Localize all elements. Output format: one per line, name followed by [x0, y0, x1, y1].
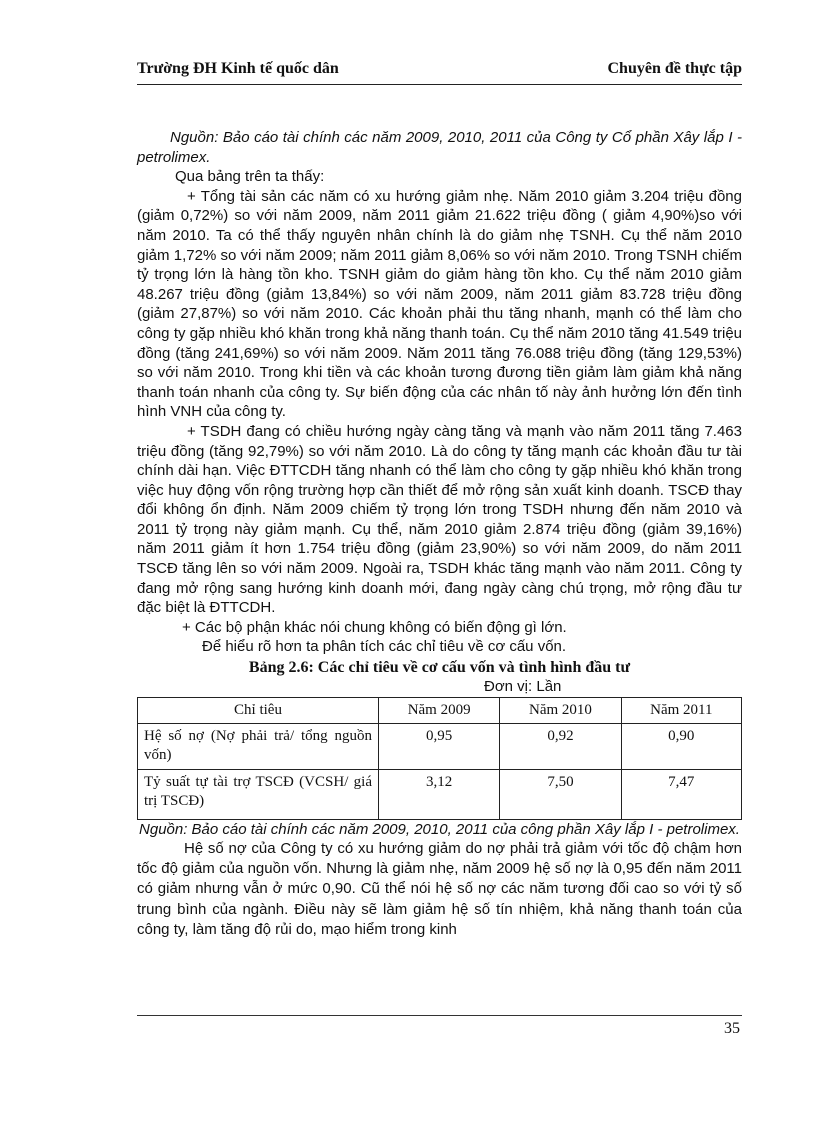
header-school-name: Trường ĐH Kinh tế quốc dân: [137, 60, 339, 77]
table-cell-value: 0,90: [621, 723, 741, 769]
table-row: [138, 723, 742, 769]
footer-divider: [137, 1015, 742, 1016]
paragraph-long-term-assets: + TSDH đang có chiều hướng ngày càng tăng và mạnh vào năm 2011 tăng 7.463 triệu đồng (tăng 92,79%) so với năm 2010. Là do công ty tăng mạnh các khoản đầu tư tài chính dài hạn. Việc ĐTTCDH tăng nhanh có thể làm cho công ty gặp nhiều khó khăn trong việc huy động vốn rộng trường hợp cần thiết để mở rộng sản xuất kinh doanh. TSCĐ thay đổi không ổn định. Năm 2009 chiếm tỷ trọng lớn trong TSDH nhưng đến năm 2010 và 2011 tỷ trọng này giảm mạnh. Cụ thể, năm 2010 giảm 2.874 triệu đồng (giảm 39,16%) năm 2011 giảm ít hơn 1.754 triệu đồng (giảm 23,90%) so với năm 2009, do năm 2011 TSCĐ tăng lên so với năm 2009. Ngoài ra, TSDH khác tăng mạnh vào năm 2011. Công ty đang mở rộng sang hướng kinh doanh mới, đang ngày càng chú trọng, mở rộng đầu tư đặc biệt là ĐTTCDH.: [137, 422, 742, 617]
table-cell-value: 3,12: [379, 769, 500, 819]
table-header-cell: Năm 2010: [500, 697, 621, 723]
table-cell-value: 7,47: [621, 769, 741, 819]
table-cell-indicator: Tỷ suất tự tài trợ TSCĐ (VCSH/ giá trị TSCĐ): [138, 769, 379, 819]
table-caption: Bảng 2.6: Các chỉ tiêu về cơ cấu vốn và tình hình đầu tư: [248, 659, 631, 677]
table-header-cell: Năm 2009: [379, 697, 500, 723]
paragraph-debt-ratio: Hệ số nợ của Công ty có xu hướng giảm do nợ phải trả giảm với tốc độ chậm hơn tốc độ giảm của nguồn vốn. Nhưng là giảm nhẹ, năm 2009 hệ số nợ là 0,95 đến năm 2011 có giảm nhưng vẫn ở mức 0,90. Cũ thể nói hệ số nợ các năm tương đối cao so với tỷ số trung bình của ngành. Điều này sẽ làm giảm hệ số tín nhiệm, khả năng thanh toán của công ty, làm tăng độ rủi do, mạo hiểm trong kinh: [137, 839, 742, 938]
table-cell-value: 7,50: [500, 769, 621, 819]
page-header: [137, 60, 742, 85]
paragraph-other-parts: + Các bộ phận khác nói chung không có biến động gì lớn.: [182, 618, 567, 636]
paragraph-total-assets: + Tổng tài sản các năm có xu hướng giảm nhẹ. Năm 2010 giảm 3.204 triệu đồng (giảm 0,72%) so với năm 2009, năm 2011 giảm 21.622 triệu đồng ( giảm 4,90%)so với năm 2010. Ta có thể thấy nguyên nhân chính là do giảm nhẹ TSNH. Cụ thể năm 2010 giảm 1,72% so với năm 2009; năm 2011 giảm 8,06% so với năm 2010. Trong TSNH chiếm tỷ trọng lớn là hàng tồn kho. TSNH giảm do giảm hàng tồn kho. Cụ thể năm 2010 giảm 48.267 triệu đồng (giảm 13,84%) so với năm 2009, năm 2011 giảm 83.728 triệu đồng (giảm 27,87%) so với năm 2010. Các khoản phải thu tăng nhanh, mạnh có thể làm cho công ty gặp nhiều khó khăn trong khả năng thanh toán. Cụ thể năm 2010 tăng 41.549 triệu đồng (tăng 241,69%) so với năm 2009. Năm 2011 tăng 76.088 triệu đồng (tăng 129,53%) so với năm 2010. Trong khi tiền và các khoản tương đương tiền giảm làm giảm khả năng thanh toán nhanh của công ty. Sự biến động của các nhân tố này ảnh hưởng lớn đến tình hình VNH của công ty.: [137, 187, 742, 421]
page-number: 35: [724, 1020, 740, 1037]
table-row: [138, 769, 742, 819]
table-header-cell: Chỉ tiêu: [138, 697, 379, 723]
table-unit: Đơn vị: Lần: [484, 677, 562, 695]
paragraph-capital-structure-intro: Để hiểu rõ hơn ta phân tích các chỉ tiêu về cơ cấu vốn.: [202, 638, 567, 656]
table-header-cell: Năm 2011: [621, 697, 741, 723]
source-note-top: Nguồn: Bảo cáo tài chính các năm 2009, 2010, 2011 của Công ty Cổ phần Xây lắp I - petrolimex.: [137, 129, 742, 166]
intro-line: Qua bảng trên ta thấy:: [175, 168, 325, 186]
table-cell-value: 0,92: [500, 723, 621, 769]
table-cell-indicator: Hệ số nợ (Nợ phải trả/ tổng nguồn vốn): [138, 723, 379, 769]
header-document-type: Chuyên đề thực tập: [607, 60, 742, 77]
document-body: [137, 128, 742, 940]
capital-structure-table: [137, 697, 742, 820]
table-header-row: [138, 697, 742, 723]
table-cell-value: 0,95: [379, 723, 500, 769]
source-note-table: Nguồn: Bảo cáo tài chính các năm 2009, 2010, 2011 của công phần Xây lắp I - petrolimex.: [139, 820, 740, 838]
